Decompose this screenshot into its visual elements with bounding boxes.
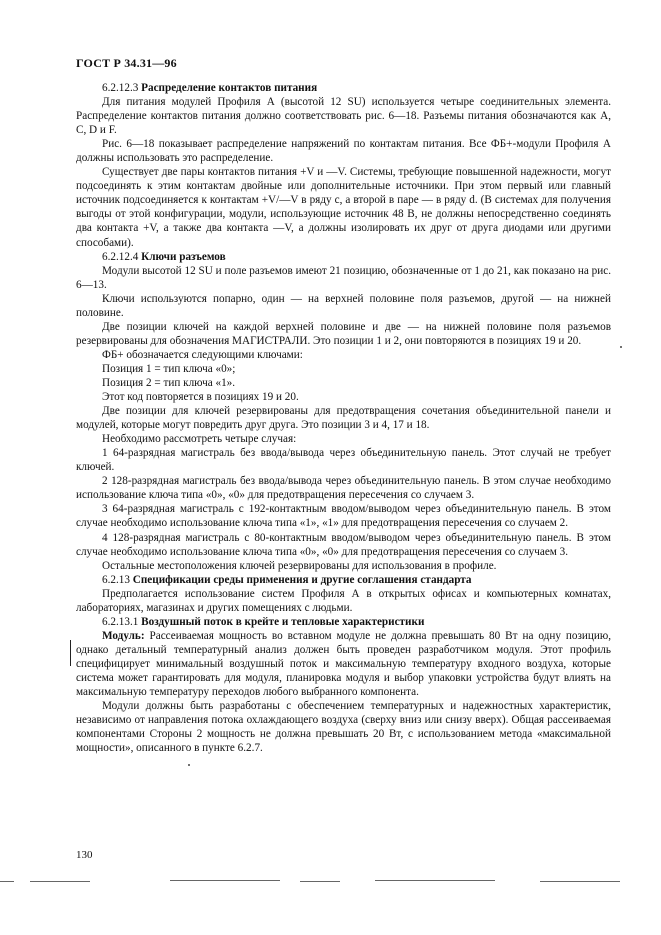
scan-artifact-dot: [188, 764, 190, 766]
section-heading: [76, 573, 611, 587]
section-title: Ключи разъемов: [141, 250, 226, 263]
paragraph: [76, 629, 611, 699]
paragraph: [76, 559, 611, 573]
paragraph: [76, 137, 611, 165]
paragraph-text: Две позиции ключей на каждой верхней половине и две — на нижней половине поля разъемов резервированы для обозначения МАГИСТРАЛИ. Это позиции 1 и 2, они повторяются в позициях 19 и 20.: [76, 320, 611, 347]
paragraph-text: Две позиции для ключей резервированы для предотвращения сочетания объединительной панели и модулей, которые могут повредить друг друга. Это позиции 3 и 4, 17 и 18.: [76, 405, 611, 432]
scan-artifact-dot: [620, 346, 622, 348]
paragraph: [76, 699, 611, 755]
paragraph-text: Ключи используются попарно, один — на верхней половине поля разъемов, другой — на нижней половине.: [76, 292, 611, 319]
section-number: 6.2.12.4: [102, 250, 139, 263]
scan-artifact-line: [170, 880, 280, 881]
section-heading: [76, 615, 611, 629]
section-title: Воздушный поток в крейте и тепловые характеристики: [141, 615, 425, 628]
scan-artifact-line: [540, 881, 620, 882]
paragraph-text: 4 128-разрядная магистраль с 80-контактным вводом/выводом через объединительную панель. В этом случае необходимо использование ключа типа «0», «0» для предотвращения пересечения со случаем 3.: [76, 531, 611, 558]
paragraph: [76, 502, 611, 530]
section-title: Распределение контактов питания: [141, 82, 318, 94]
paragraph: [76, 165, 611, 249]
paragraph-text: 1 64-разрядная магистраль без ввода/вывода через объединительную панель. Этот случай не требует ключей.: [76, 447, 611, 474]
paragraph: [76, 404, 611, 432]
paragraph-text: Предполагается использование систем Профиля А в открытых офисах и компьютерных комнатах, лабораториях, магазинах и других помещениях с людьми.: [76, 587, 611, 614]
paragraph-text: Этот код повторяется в позициях 19 и 20.: [102, 391, 299, 404]
paragraph-text: Модули должны быть разработаны с обеспечением температурных и надежностных характеристик, независимо от направления потока охлаждающего воздуха (сверху вниз или снизу вверх). Общая рассеиваемая компонентами Стороны 2 мощность не должна превышать 20 Вт, с использованием метода «максимальной мощности», описанного в пункте 6.2.7.: [76, 700, 611, 755]
paragraph: [76, 348, 611, 362]
scan-artifact-line: [0, 881, 14, 882]
scan-artifact-line: [375, 880, 495, 881]
section-heading: [76, 250, 611, 264]
revision-bar: [70, 640, 71, 666]
section-heading: [76, 81, 611, 95]
section-number: 6.2.13: [102, 573, 130, 586]
scan-artifact-line: [30, 881, 90, 882]
paragraph-text: Остальные местоположения ключей резервированы для использования в профиле.: [102, 559, 497, 572]
paragraph: [76, 531, 611, 559]
document-header: ГОСТ Р 34.31—96: [76, 56, 177, 70]
paragraph-text: 2 128-разрядная магистраль без ввода/вывода через объединительную панель. В этом случае необходимо использование ключа типа «0», «0» для предотвращения пересечения со случаем 3.: [76, 475, 611, 502]
paragraph: [76, 390, 611, 404]
paragraph: [76, 264, 611, 292]
paragraph: [76, 376, 611, 390]
paragraph: [76, 474, 611, 502]
paragraph: [76, 292, 611, 320]
scan-artifact-line: [300, 881, 340, 882]
paragraph: [76, 446, 611, 474]
section-title: Спецификации среды применения и другие соглашения стандарта: [132, 573, 472, 586]
paragraph-text: Необходимо рассмотреть четыре случая:: [102, 433, 297, 446]
paragraph-text: Модули высотой 12 SU и поле разъемов имеют 21 позицию, обозначенные от 1 до 21, как показано на рис. 6—13.: [76, 264, 611, 291]
paragraph-text: Позиция 2 = тип ключа «1».: [102, 376, 236, 389]
page-number: 130: [76, 849, 93, 861]
paragraph-text: Существует две пары контактов питания +V и —V. Системы, требующие повышенной надежности, могут подсоединять к этим контактам двойные или дополнительные источники. При этом первый или главный источник подсоединяется к контактам +V/—V в ряду c, а второй в паре — в ряду d. (В системах для получения выгоды от этой конфигурации, модули, использующие источник 48 В, не должны непосредственно соединять два контакта +V, а также два контакта —V, а должны изолировать их друг от друга диодами или другими способами).: [76, 166, 611, 249]
paragraph-text: Рассеиваемая мощность во вставном модуле не должна превышать 80 Вт на одну позицию, однако детальный температурный анализ должен быть проведен разработчиком модуля. Этот профиль специфицирует минимальный воздушный поток и максимальную температуру входного воздуха, которые система может гарантировать для модуля, планировка модуля и выбор упаковки устройства будут влиять на максимальную температуру переходов любого выбранного компонента.: [76, 629, 611, 699]
paragraph-text: Позиция 1 = тип ключа «0»;: [102, 362, 236, 375]
paragraph-text: ФБ+ обозначается следующими ключами:: [102, 348, 303, 361]
paragraph: [76, 432, 611, 446]
paragraph: [76, 587, 611, 615]
paragraph: [76, 320, 611, 348]
paragraph-lead: Модуль:: [102, 629, 145, 642]
paragraph-text: Для питания модулей Профиля А (высотой 12 SU) используется четыре соединительных элемента. Распределение контактов питания должно соответствовать рис. 6—18. Разъемы питания обозначаются как А, С, D и F.: [76, 96, 611, 137]
section-number: 6.2.12.3: [102, 82, 139, 94]
paragraph-text: Рис. 6—18 показывает распределение напряжений по контактам питания. Все ФБ+-модули Профиля А должны использовать это распределение.: [76, 138, 611, 165]
paragraph: [76, 362, 611, 376]
paragraph-text: 3 64-разрядная магистраль с 192-контактным вводом/выводом через объединительную панель. В этом случае необходимо использование ключа типа «1», «1» для предотвращения пересечения со случаем 2.: [76, 503, 611, 530]
paragraph: [76, 95, 611, 137]
section-number: 6.2.13.1: [102, 615, 139, 628]
document-body: [76, 81, 611, 755]
